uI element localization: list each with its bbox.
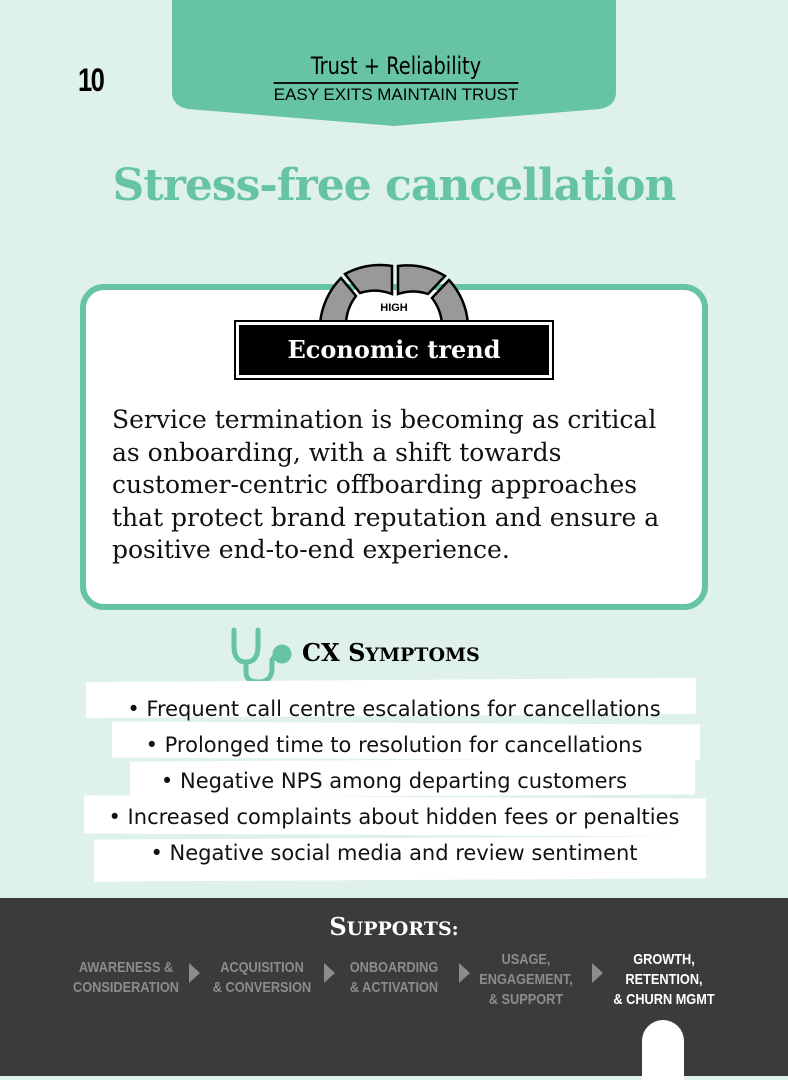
- arrow-icon: [592, 963, 603, 983]
- symptoms-heading: CX SYMPTOMS: [302, 638, 480, 667]
- arrow-icon: [324, 963, 335, 983]
- trend-badge: Economic trend: [236, 322, 552, 378]
- symptom-item: • Frequent call centre escalations for cancellations: [127, 697, 661, 721]
- page-title: Stress-free cancellation: [112, 160, 676, 211]
- active-stage-marker: [642, 1020, 684, 1080]
- description-text: Service termination is becoming as critical as onboarding, with a shift towards customer-centric offboarding approaches that protect brand reputation and ensure a positive end-to-end experience.: [112, 405, 660, 564]
- stage-growth-active: GROWTH, RETENTION, & CHURN MGMT: [613, 951, 715, 1008]
- symptom-item: • Negative NPS among departing customers: [160, 769, 628, 793]
- stage-awareness: AWARENESS & CONSIDERATION: [72, 959, 180, 996]
- supports-heading: SUPPORTS:: [329, 912, 459, 941]
- symptom-item: • Negative social media and review sentiment: [150, 841, 638, 865]
- category-label: Trust + Reliability: [274, 52, 519, 84]
- arrow-icon: [189, 963, 200, 983]
- stage-usage: USAGE, ENGAGEMENT, & SUPPORT: [479, 951, 573, 1008]
- card-number: 10: [78, 62, 104, 98]
- stethoscope-icon: [226, 624, 298, 686]
- trend-level: HIGH: [380, 302, 408, 314]
- stage-acquisition: ACQUISITION & CONVERSION: [212, 959, 312, 996]
- symptom-item: • Increased complaints about hidden fees or penalties: [108, 805, 680, 829]
- symptom-item: • Prolonged time to resolution for cancellations: [145, 733, 643, 757]
- stage-onboarding: ONBOARDING & ACTIVATION: [349, 959, 439, 996]
- category-subtitle: EASY EXITS MAINTAIN TRUST: [273, 85, 519, 104]
